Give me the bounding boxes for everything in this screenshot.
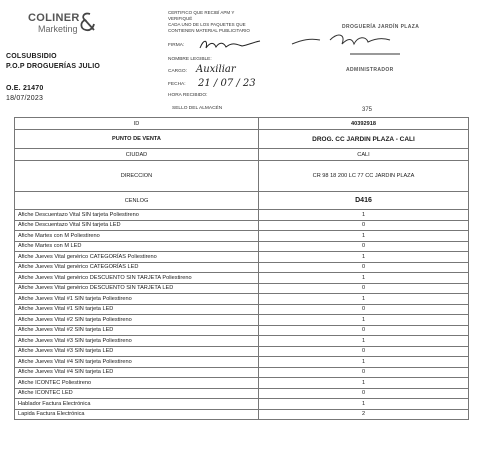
address-label: DIRECCION (15, 161, 259, 192)
date-label: FECHA: (168, 82, 186, 87)
stamp-store-name: DROGUERÍA JARDÍN PLAZA (342, 24, 420, 30)
item-name: Afiche Jueves Vital #4 SIN tarjeta LED (15, 367, 259, 378)
item-name: Afiche Descuentazo Vital SIN tarjeta Poliestireno (15, 210, 259, 221)
table-row (15, 315, 469, 326)
table-row (15, 294, 469, 305)
item-name: Afiche Jueves Vital #4 SIN tarjeta Poliestireno (15, 357, 259, 368)
table-row (15, 367, 469, 378)
position-label: CARGO: (168, 69, 187, 74)
item-name: Afiche Jueves Vital #3 SIN tarjeta Poliestireno (15, 336, 259, 347)
city-value: CALI (259, 149, 469, 161)
item-quantity: 1 (259, 231, 469, 242)
certification-line: VERIFIQUÉ (168, 16, 193, 21)
id-value: 40392918 (259, 118, 469, 130)
received-time-label: HORA RECIBIDO: (168, 93, 208, 98)
table-row (15, 118, 469, 130)
cenlog-value: D416 (259, 192, 469, 210)
table-row (15, 399, 469, 410)
table-row (15, 220, 469, 231)
stamp-role: ADMINISTRADOR (346, 67, 394, 73)
item-name: Afiche Descuentazo Vital SIN tarjeta LED (15, 220, 259, 231)
item-quantity: 0 (259, 262, 469, 273)
certification-line: CONTIENEN MATERIAL PUBLICITARIO (168, 28, 250, 33)
city-label: CIUDAD (15, 149, 259, 161)
certification-line: CADA UNO DE LOS PAQUETES QUE (168, 22, 246, 27)
item-name: Lapida Factura Electrónica (15, 409, 259, 420)
item-quantity: 1 (259, 315, 469, 326)
table-row (15, 149, 469, 161)
store-seal-stamp (290, 22, 430, 80)
table-row (15, 283, 469, 294)
item-name: Afiche Jueves Vital genérico DESCUENTO SIN TARJETA Poliestireno (15, 273, 259, 284)
table-row (15, 210, 469, 221)
item-name: Afiche Jueves Vital genérico CATEGORÍAS Poliestireno (15, 252, 259, 263)
table-row (15, 346, 469, 357)
table-row (15, 231, 469, 242)
table-row (15, 325, 469, 336)
cenlog-label: CENLOG (15, 192, 259, 210)
item-name: Afiche Jueves Vital #2 SIN tarjeta Poliestireno (15, 315, 259, 326)
item-quantity: 1 (259, 399, 469, 410)
logo-ampersand-icon (76, 11, 98, 33)
item-quantity: 0 (259, 220, 469, 231)
table-row (15, 378, 469, 389)
item-quantity: 0 (259, 367, 469, 378)
item-quantity: 1 (259, 336, 469, 347)
item-quantity: 0 (259, 304, 469, 315)
signature-label: FIRMA: (168, 43, 185, 48)
point-of-sale-value: DROG. CC JARDIN PLAZA - CALI (259, 130, 469, 149)
item-name: Afiche Jueves Vital #3 SIN tarjeta LED (15, 346, 259, 357)
table-row (15, 262, 469, 273)
company-name: COLSUBSIDIO (6, 53, 57, 60)
item-name: Afiche Martes con M Poliestireno (15, 231, 259, 242)
item-name: Afiche ICONTEC LED (15, 388, 259, 399)
table-row (15, 130, 469, 149)
item-quantity: 1 (259, 273, 469, 284)
company-logo (14, 10, 106, 40)
stamp-signature (290, 30, 430, 66)
item-name: Afiche Jueves Vital genérico DESCUENTO SIN TARJETA LED (15, 283, 259, 294)
handwritten-signature (196, 36, 266, 54)
position-handwritten: Auxiliar (196, 64, 236, 75)
item-name: Afiche Jueves Vital #1 SIN tarjeta Poliestireno (15, 294, 259, 305)
item-quantity: 1 (259, 252, 469, 263)
items-body (15, 210, 469, 420)
logo-brand-text: COLINER (28, 12, 80, 24)
table-row (15, 192, 469, 210)
order-code: O.E. 21470 (6, 85, 44, 92)
table-row (15, 304, 469, 315)
item-quantity: 0 (259, 346, 469, 357)
item-quantity: 0 (259, 388, 469, 399)
address-value: CR 98 18 200 LC 77 CC JARDIN PLAZA (259, 161, 469, 192)
branch-name: P.O.P DROGUERÍAS JULIO (6, 63, 100, 70)
item-quantity: 0 (259, 283, 469, 294)
item-quantity: 0 (259, 325, 469, 336)
logo-brand-subtext: Marketing (38, 24, 78, 34)
date-handwritten: 21 / 07 / 23 (198, 78, 256, 89)
table-row (15, 388, 469, 399)
table-row (15, 273, 469, 284)
table-row (15, 252, 469, 263)
item-name: Afiche Martes con M LED (15, 241, 259, 252)
item-quantity: 1 (259, 357, 469, 368)
receipt-certification (168, 10, 288, 34)
printed-name-label: NOMBRE LEGIBLE: (168, 57, 212, 62)
delivery-table (14, 117, 469, 420)
order-date: 18/07/2023 (6, 95, 44, 102)
page-number: 375 (362, 107, 373, 113)
item-quantity: 2 (259, 409, 469, 420)
table-row (15, 357, 469, 368)
certification-line: CERTIFICO QUE RECIBÍ APM Y (168, 10, 235, 15)
table-row (15, 409, 469, 420)
store-seal-label: SELLO DEL ALMACÉN (172, 106, 223, 111)
item-name: Afiche Jueves Vital #1 SIN tarjeta LED (15, 304, 259, 315)
item-name: Afiche Jueves Vital #2 SIN tarjeta LED (15, 325, 259, 336)
item-name: Afiche Jueves Vital genérico CATEGORÍAS LED (15, 262, 259, 273)
table-row (15, 241, 469, 252)
item-quantity: 1 (259, 378, 469, 389)
id-label: ID (15, 118, 259, 130)
point-of-sale-label: PUNTO DE VENTA (15, 130, 259, 149)
item-name: Hablador Factura Electrónica (15, 399, 259, 410)
item-quantity: 1 (259, 294, 469, 305)
item-name: Afiche ICONTEC Poliestireno (15, 378, 259, 389)
table-row (15, 161, 469, 192)
table-row (15, 336, 469, 347)
item-quantity: 1 (259, 210, 469, 221)
item-quantity: 0 (259, 241, 469, 252)
